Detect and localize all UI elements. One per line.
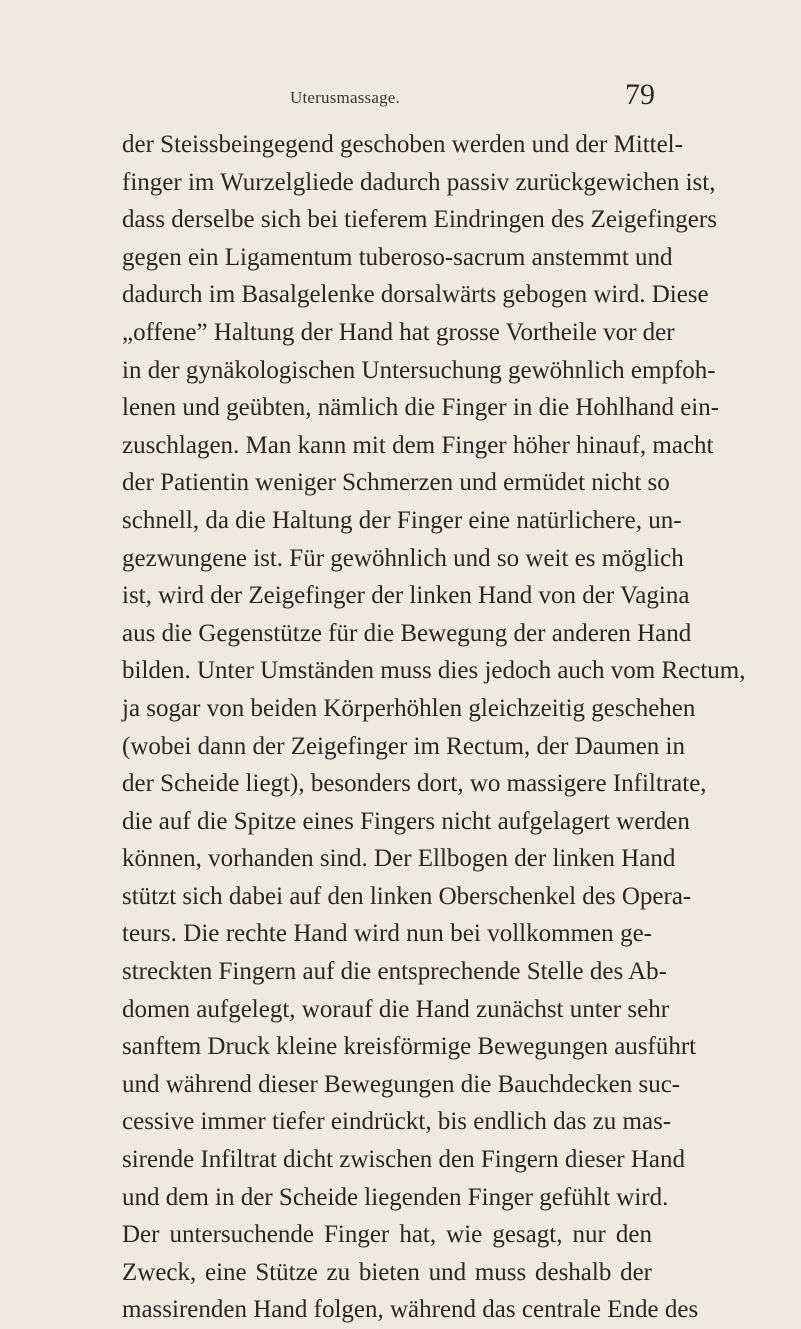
text-line: sirende Infiltrat dicht zwischen den Fingern dieser Hand	[122, 1146, 686, 1174]
text-line: „offene” Haltung der Hand hat grosse Vortheile vor der	[122, 318, 675, 346]
text-line: massirenden Hand folgen, während das centrale Ende des	[122, 1296, 699, 1324]
text-line: schnell, da die Haltung der Finger eine natürlichere, un-	[122, 506, 682, 534]
text-line: und dem in der Scheide liegenden Finger gefühlt wird.	[122, 1183, 669, 1211]
text-line: streckten Fingern auf die entsprechende Stelle des Ab-	[122, 958, 667, 986]
text-line: (wobei dann der Zeigefinger im Rectum, der Daumen in	[122, 732, 686, 760]
text-line: gegen ein Ligamentum tuberoso-sacrum anstemmt und	[122, 243, 673, 271]
text-line: und während dieser Bewegungen die Bauchdecken suc-	[122, 1070, 681, 1098]
text-line: gezwungene ist. Für gewöhnlich und so weit es möglich	[122, 544, 684, 572]
text-line: sanftem Druck kleine kreisförmige Bewegungen ausführt	[122, 1033, 697, 1061]
text-line: die auf die Spitze eines Fingers nicht aufgelagert werden	[122, 807, 690, 835]
text-line: der Steissbeingegend geschoben werden und der Mittel-	[122, 131, 683, 158]
text-line: können, vorhanden sind. Der Ellbogen der linken Hand	[122, 845, 676, 873]
text-line: Der untersuchende Finger hat, wie gesagt, nur den	[122, 1221, 652, 1249]
text-line: dass derselbe sich bei tieferem Eindringen des Zeigefingers	[122, 206, 717, 234]
body-text	[122, 126, 746, 1329]
text-line: teurs. Die rechte Hand wird nun bei vollkommen ge-	[122, 920, 652, 948]
text-line: ist, wird der Zeigefinger der linken Hand von der Vagina	[122, 582, 690, 610]
page-number: 79	[625, 78, 655, 111]
text-line: cessive immer tiefer eindrückt, bis endlich das zu mas-	[122, 1108, 672, 1136]
text-line: domen aufgelegt, worauf die Hand zunächst unter sehr	[122, 995, 670, 1023]
text-line: der Scheide liegt), besonders dort, wo massigere Infiltrate,	[122, 770, 707, 798]
text-line: dadurch im Basalgelenke dorsalwärts gebogen wird. Diese	[122, 281, 709, 309]
text-line: in der gynäkologischen Untersuchung gewöhnlich empfoh-	[122, 356, 716, 384]
text-line: der Patientin weniger Schmerzen und ermüdet nicht so	[122, 469, 670, 497]
text-line: lenen und geübten, nämlich die Finger in die Hohlhand ein-	[122, 394, 720, 422]
text-line: finger im Wurzelgliede dadurch passiv zurückgewichen ist,	[122, 168, 716, 196]
text-line: bilden. Unter Umständen muss dies jedoch auch vom Rectum,	[122, 657, 746, 685]
text-line: stützt sich dabei auf den linken Oberschenkel des Opera-	[122, 882, 692, 910]
text-line: aus die Gegenstütze für die Bewegung der anderen Hand	[122, 619, 692, 647]
text-line: Zweck, eine Stütze zu bieten und muss deshalb der	[122, 1258, 652, 1286]
text-line: zuschlagen. Man kann mit dem Finger höher hinauf, macht	[122, 431, 714, 459]
text-line: ja sogar von beiden Körperhöhlen gleichzeitig geschehen	[122, 694, 696, 722]
running-title: Uterusmassage.	[290, 88, 400, 107]
